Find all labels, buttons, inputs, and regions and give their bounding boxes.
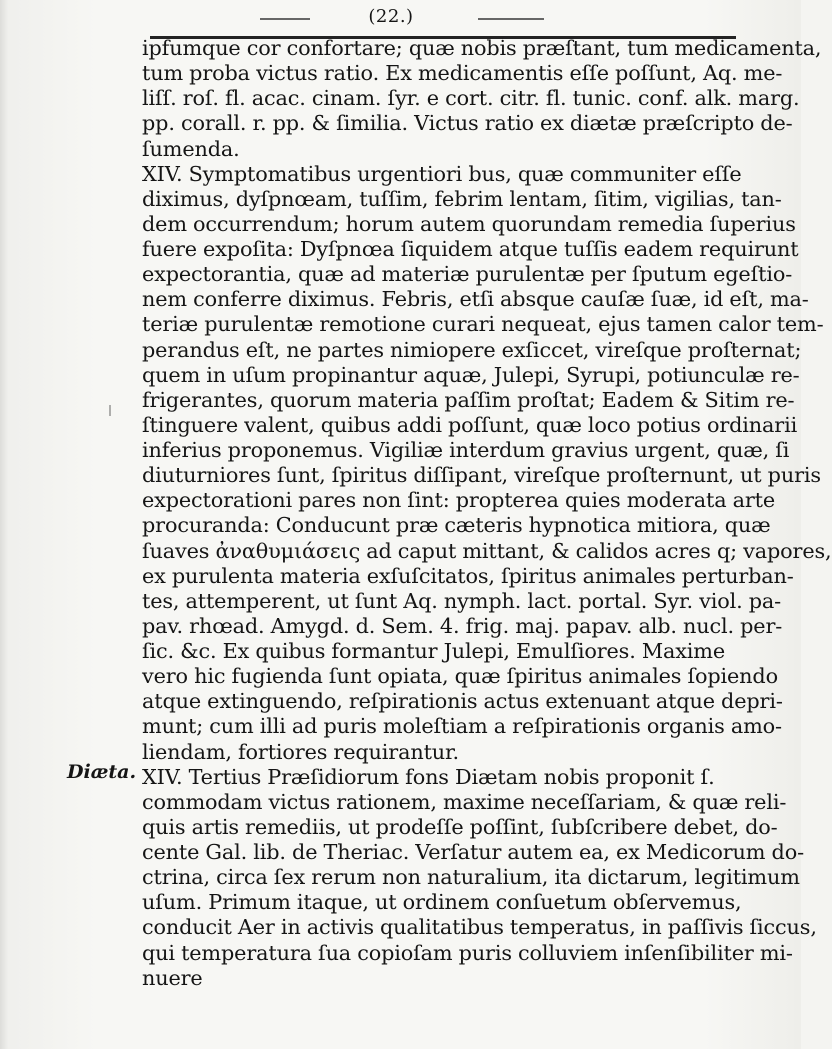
- latin-body-text: [142, 36, 832, 991]
- text-line: conducit Aer in activis qualitatibus temperatus, in paſſivis ſiccus,: [142, 915, 817, 940]
- text-line: ſuaves ἀναθυμιάσεις ad caput mittant, & calidos acres q; vapores,: [142, 538, 832, 563]
- text-line: expectorantia, quæ ad materiæ purulentæ per ſputum egeſtio-: [142, 262, 793, 287]
- text-line: tes, attemperent, ut ſunt Aq. nymph. lact. portal. Syr. viol. pa-: [142, 588, 782, 613]
- text-line: liendam, fortiores requirantur.: [142, 739, 459, 764]
- text-line: cente Gal. lib. de Theriac. Verſatur autem ea, ex Medicorum do-: [142, 840, 804, 864]
- text-line: pp. corall. r. pp. & ſimilia. Victus ratio ex diætæ præſcripto de-: [142, 111, 793, 136]
- text-line: atque extinguendo, reſpirationis actus extenuant atque depri-: [142, 689, 783, 714]
- text-line: nuere: [142, 965, 203, 990]
- text-line: inferius proponemus. Vigiliæ interdum gravius urgent, quæ, ſi: [142, 438, 790, 462]
- text-line: XIV. Tertius Præſidiorum fons Diætam nobis proponit ſ.: [142, 764, 715, 789]
- text-line: perandus eſt, ne partes nimiopere exſiccet, vireſque proſternat;: [142, 337, 802, 362]
- text-line: frigerantes, quorum materia paſſim proſtat; Eadem & Sitim re-: [142, 387, 795, 412]
- header-ornament-right: [478, 18, 544, 20]
- page-header: [0, 6, 801, 36]
- text-line: quem in uſum propinantur aquæ, Julepi, Syrupi, potiunculæ re-: [142, 362, 800, 387]
- text-line: expectorationi pares non ſint: propterea quies moderata arte: [142, 488, 776, 513]
- text-line: vero hic fugienda ſunt opiata, quæ ſpiritus animales ſopiendo: [142, 664, 778, 689]
- text-line: ex purulenta materia exſuſcitatos, ſpiritus animales perturban-: [142, 563, 794, 588]
- text-line: commodam victus rationem, maxime neceſſariam, & quæ reli-: [142, 789, 787, 814]
- text-line: quis artis remediis, ut prodeſſe poſſint, ſubſcribere debet, do-: [142, 814, 778, 839]
- text-line: munt; cum illi ad puris moleſtiam a reſpirationis organis amo-: [142, 714, 782, 739]
- text-line: uſum. Primum itaque, ut ordinem conſuetum obſervemus,: [142, 890, 742, 915]
- page-number: (22.): [368, 6, 414, 27]
- text-line: ipfumque cor confortare; quæ nobis præſtant, tum medicamenta,: [142, 36, 822, 60]
- text-line: ſtinguere valent, quibus addi poſſunt, quæ loco potius ordinarii: [142, 412, 798, 437]
- text-line: ſumenda.: [142, 136, 240, 161]
- text-line: procuranda: Conducunt præ cæteris hypnotica mitiora, quæ: [142, 513, 771, 538]
- text-line: pav. rhœad. Amygd. d. Sem. 4. frig. maj. papav. alb. nucl. per-: [142, 613, 783, 638]
- page-edge-shadow: [0, 0, 8, 1049]
- gutter-mark: [109, 405, 111, 416]
- margin-note-diaeta: Diæta.: [67, 761, 137, 783]
- text-line: nem conferre diximus. Febris, etſi absque cauſæ ſuæ, id eſt, ma-: [142, 287, 809, 312]
- text-line: ctrina, circa ſex rerum non naturalium, ita dictarum, legitimum: [142, 865, 800, 890]
- text-line: liſſ. roſ. fl. acac. cinam. ſyr. e cort. citr. fl. tunic. conf. alk. marg.: [142, 86, 800, 111]
- text-line: tum proba victus ratio. Ex medicamentis eſſe poſſunt, Aq. me-: [142, 61, 783, 86]
- text-line: diuturniores ſunt, ſpiritus diſſipant, vireſque proſternunt, ut puris: [142, 463, 821, 488]
- header-ornament-left: [260, 18, 310, 20]
- text-line: dem occurrendum; horum autem quorundam remedia ſuperius: [142, 211, 796, 236]
- text-line: teriæ purulentæ remotione curari nequeat, ejus tamen calor tem-: [142, 312, 824, 337]
- text-line: XIV. Symptomatibus urgentiori bus, quæ communiter eſſe: [142, 161, 742, 186]
- text-line: diximus, dyſpnœam, tuſſim, febrim lentam, ſitim, vigilias, tan-: [142, 186, 782, 211]
- text-line: fuere expoſita: Dyſpnœa ſiquidem atque tuſſis eadem requirunt: [142, 237, 799, 261]
- text-line: qui temperatura ſua copioſam puris colluviem inſenſibiliter mi-: [142, 940, 793, 965]
- text-line: ſic. &c. Ex quibus formantur Julepi, Emulſiores. Maxime: [142, 639, 726, 663]
